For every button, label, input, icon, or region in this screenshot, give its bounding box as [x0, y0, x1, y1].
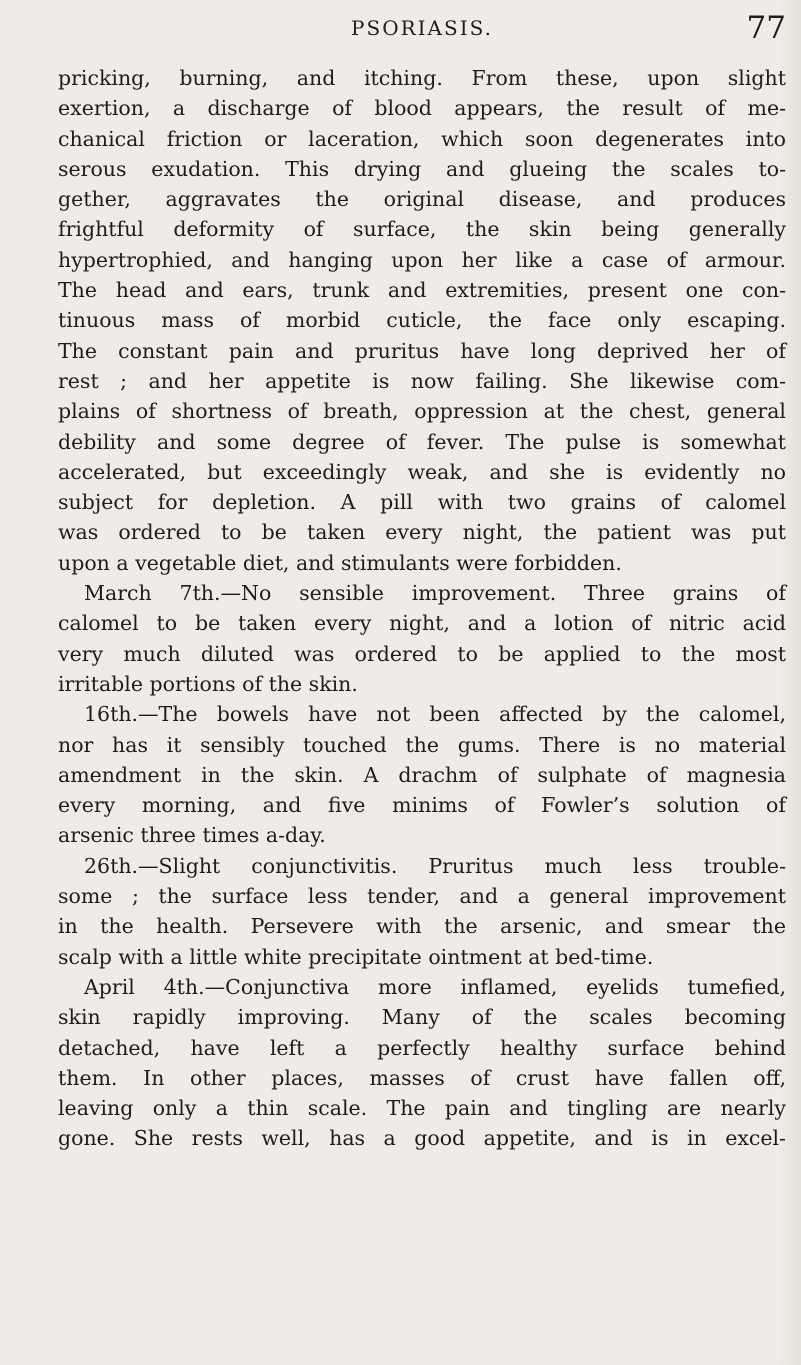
text-line: some ; the surface less tender, and a general improvement — [58, 884, 786, 909]
text-line: 26th.—Slight conjunctivitis. Pruritus much less trouble- — [84, 853, 786, 878]
text-line: arsenic three times a-day. — [58, 823, 326, 848]
text-line: nor has it sensibly touched the gums. There is no material — [58, 732, 786, 757]
text-line: The head and ears, trunk and extremities, present one con- — [58, 278, 786, 303]
running-title: PSORIASIS. — [351, 16, 493, 40]
text-line: gether, aggravates the original disease, and produces — [58, 187, 786, 212]
text-line: calomel to be taken every night, and a lotion of nitric acid — [58, 611, 786, 636]
text-line: amendment in the skin. A drachm of sulphate of magnesia — [58, 762, 786, 787]
text-line: skin rapidly improving. Many of the scales becoming — [58, 1005, 786, 1030]
text-line: was ordered to be taken every night, the patient was put — [58, 520, 786, 545]
text-line: every morning, and five minims of Fowler’s solution of — [58, 793, 786, 818]
text-line: rest ; and her appetite is now failing. She likewise com- — [58, 368, 786, 393]
text-line: exertion, a discharge of blood appears, the result of me- — [58, 96, 786, 121]
body-text — [58, 63, 786, 1154]
text-line: The constant pain and pruritus have long deprived her of — [58, 338, 786, 363]
text-line: gone. She rests well, has a good appetite, and is in excel- — [58, 1126, 786, 1151]
text-line: 16th.—The bowels have not been affected by the calomel, — [84, 702, 786, 727]
text-line: subject for depletion. A pill with two grains of calomel — [58, 490, 786, 515]
text-line: frightful deformity of surface, the skin being generally — [58, 217, 786, 242]
text-line: chanical friction or laceration, which soon degenerates into — [58, 126, 786, 151]
text-line: serous exudation. This drying and glueing the scales to- — [58, 156, 786, 181]
text-line: them. In other places, masses of crust have fallen off, — [58, 1065, 786, 1090]
text-line: April 4th.—Conjunctiva more inflamed, eyelids tumefied, — [84, 974, 786, 999]
text-line: very much diluted was ordered to be applied to the most — [58, 641, 786, 666]
text-line: March 7th.—No sensible improvement. Three grains of — [84, 581, 786, 606]
text-line: hypertrophied, and hanging upon her like a case of armour. — [58, 247, 786, 272]
text-line: pricking, burning, and itching. From these, upon slight — [58, 66, 786, 90]
text-line: scalp with a little white precipitate ointment at bed-time. — [58, 944, 654, 969]
text-line: upon a vegetable diet, and stimulants were forbidden. — [58, 550, 622, 575]
text-line: in the health. Persevere with the arsenic, and smear the — [58, 914, 786, 939]
text-line: debility and some degree of fever. The pulse is somewhat — [58, 429, 786, 454]
text-line: accelerated, but exceedingly weak, and she is evidently no — [58, 459, 786, 484]
text-line: tinuous mass of morbid cuticle, the face only escaping. — [58, 308, 786, 333]
text-line: plains of shortness of breath, oppression at the chest, general — [58, 399, 786, 424]
page-number: 77 — [746, 10, 786, 46]
page-header — [58, 10, 786, 50]
text-line: irritable portions of the skin. — [58, 671, 358, 696]
text-line: leaving only a thin scale. The pain and tingling are nearly — [58, 1096, 786, 1121]
text-line: detached, have left a perfectly healthy surface behind — [58, 1035, 786, 1060]
